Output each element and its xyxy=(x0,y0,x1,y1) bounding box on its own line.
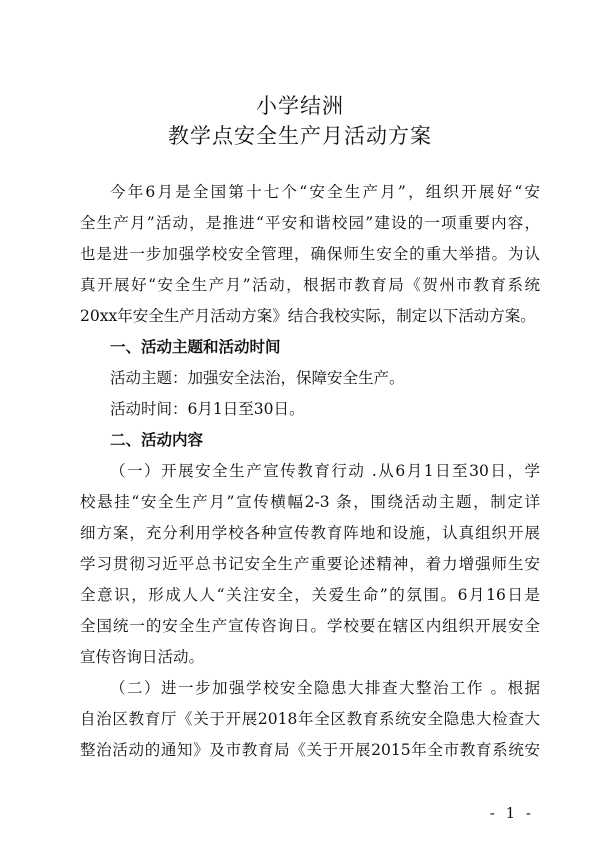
title-line-1: 小学结洲 xyxy=(256,94,344,118)
body-line: （二）进一步加强学校安全隐患大排查大整治工作 。根据 xyxy=(110,679,540,697)
title-line-2-prefix: 教学点 xyxy=(168,124,234,148)
title-line-2-main: 安全生产月活动方案 xyxy=(234,124,432,148)
page-number: - 1 - xyxy=(489,804,534,822)
body-line: 全意识，形成人人“关注安全，关爱生命”的氛围。6月16日是 xyxy=(80,586,540,604)
body-line: 今年6月是全国第十七个“安全生产月”，组织开展好“安 xyxy=(110,183,540,201)
body-line: 学习贯彻习近平总书记安全生产重要论述精神，着力增强师生安 xyxy=(80,555,540,573)
body-line: 全生产月”活动，是推进“平安和谐校园”建设的一项重要内容， xyxy=(80,214,540,232)
section-heading: 二、活动内容 xyxy=(110,430,204,449)
body-line: 细方案，充分利用学校各种宣传教育阵地和设施，认真组织开展 xyxy=(80,524,540,542)
body-line: 自治区教育厅《关于开展2018年全区教育系统安全隐患大检查大 xyxy=(80,710,540,728)
body-line: （一）开展安全生产宣传教育行动 .从6月1日至30日，学 xyxy=(110,462,540,480)
section-heading: 一、活动主题和活动时间 xyxy=(110,337,281,356)
body-line: 整治活动的通知》及市教育局《关于开展2015年全市教育系统安 xyxy=(80,741,540,759)
body-line: 真开展好“安全生产月”活动，根据市教育局《贺州市教育系统 xyxy=(80,276,540,294)
title-line-2 xyxy=(0,120,600,150)
body-line: 活动主题：加强安全法治，保障安全生产。 xyxy=(110,369,405,387)
body-line: 校悬挂“安全生产月”宣传横幅2-3 条，围绕活动主题，制定详 xyxy=(80,493,540,511)
body-line: 20xx年安全生产月活动方案》结合我校实际，制定以下活动方案。 xyxy=(80,307,536,325)
body-line: 活动时间：6月1日至30日。 xyxy=(110,400,305,418)
body-line: 全国统一的安全生产宣传咨询日。学校要在辖区内组织开展安全 xyxy=(80,617,540,635)
body-line: 宣传咨询日活动。 xyxy=(80,648,205,666)
body-line: 也是进一步加强学校安全管理，确保师生安全的重大举措。为认 xyxy=(80,245,540,263)
